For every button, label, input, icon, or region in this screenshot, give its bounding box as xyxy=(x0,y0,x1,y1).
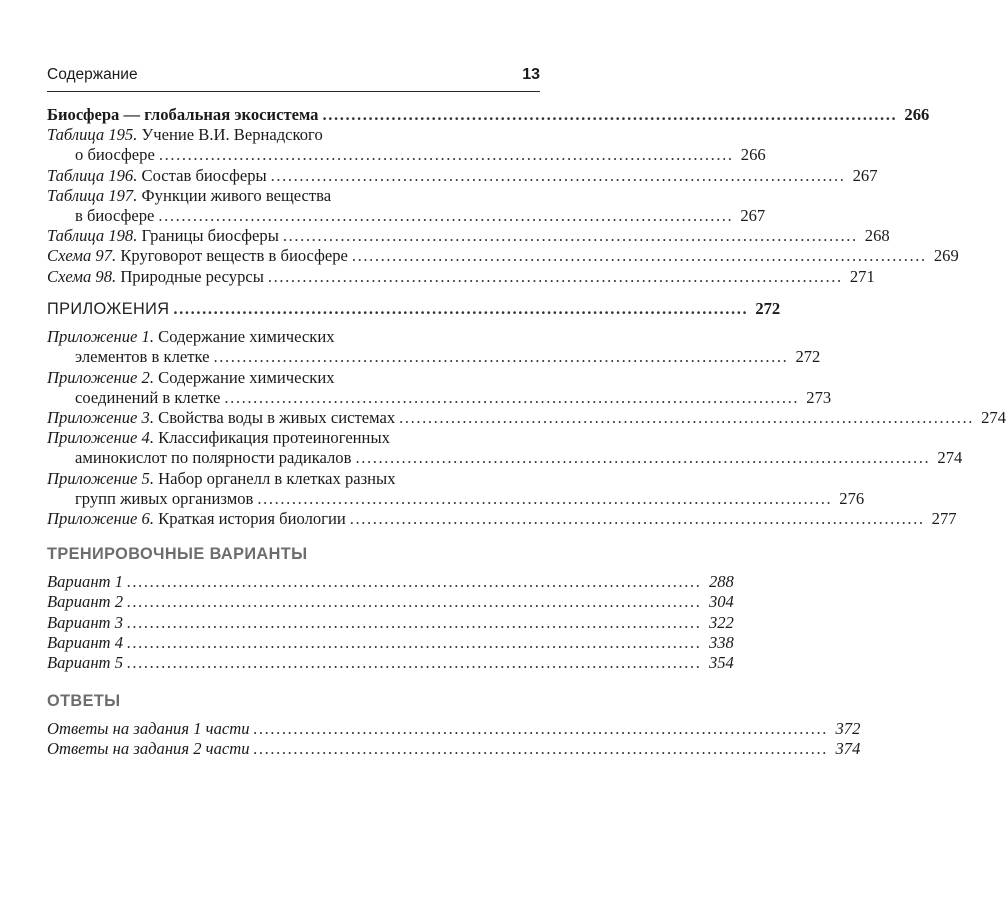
entry-label: Таблица 196. xyxy=(47,165,138,185)
toc-entry[interactable] xyxy=(47,327,540,347)
leader-dots: .................................................................................................... xyxy=(127,632,702,652)
page-ref: 266 xyxy=(740,145,766,165)
entry-text: Учение В.И. Вернадского xyxy=(141,125,323,145)
entry-text: Краткая история биологии xyxy=(158,508,346,528)
toc-entry-continued[interactable] xyxy=(47,145,766,165)
section-title: ПРИЛОЖЕНИЯ xyxy=(47,300,170,318)
toc-section-title[interactable] xyxy=(47,105,930,125)
leader-dots: .................................................................................................... xyxy=(158,145,734,165)
running-head xyxy=(47,66,540,88)
entry-text: Природные ресурсы xyxy=(120,266,264,286)
leader-dots: .................................................................................................... xyxy=(224,387,800,407)
entry-label: Таблица 197. xyxy=(47,185,138,205)
entry-text-line2: групп живых организмов xyxy=(75,488,254,508)
toc-entry-continued[interactable] xyxy=(47,448,963,468)
toc-entry[interactable] xyxy=(47,165,878,186)
entry-text: Ответы на задания 1 части xyxy=(47,719,250,739)
leader-dots: .................................................................................................... xyxy=(127,612,702,632)
entry-text: Вариант 5 xyxy=(47,652,123,672)
page-ref: 268 xyxy=(864,226,890,246)
entry-label: Таблица 198. xyxy=(47,226,138,246)
toc-entry[interactable] xyxy=(47,612,734,633)
toc-entry[interactable] xyxy=(47,407,1006,428)
entry-text: Ответы на задания 2 части xyxy=(47,739,250,759)
leader-dots: .................................................................................................... xyxy=(127,592,702,612)
leader-dots: .................................................................................................... xyxy=(158,205,734,225)
page-ref: 273 xyxy=(806,387,832,407)
toc-entry[interactable] xyxy=(47,652,734,673)
entry-text-line2: соединений в клетке xyxy=(75,387,221,407)
leader-dots: .................................................................................................... xyxy=(355,448,931,468)
entry-text: Содержание химических xyxy=(158,367,335,387)
leader-dots: .................................................................................................... xyxy=(267,266,843,286)
entry-text-line2: о биосфере xyxy=(75,145,155,165)
header-rule xyxy=(47,91,540,92)
toc-section-appendix xyxy=(47,299,1006,529)
toc-section-title[interactable] xyxy=(47,544,540,564)
page-number: 13 xyxy=(522,66,540,83)
page-ref: 266 xyxy=(904,105,930,124)
entry-text: Вариант 4 xyxy=(47,632,123,652)
toc-entry[interactable] xyxy=(47,428,540,448)
toc-entry[interactable] xyxy=(47,368,540,388)
page-ref: 354 xyxy=(708,652,734,672)
entry-label: Приложение 5. xyxy=(47,468,154,488)
entry-text: Функции живого вещества xyxy=(141,185,332,205)
leader-dots: .................................................................................................... xyxy=(213,347,789,367)
page-ref: 274 xyxy=(981,407,1006,427)
page-ref: 271 xyxy=(849,266,875,286)
entry-label: Приложение 4. xyxy=(47,428,154,448)
entry-text-line2: в биосфере xyxy=(75,205,155,225)
leader-dots: .................................................................................................... xyxy=(257,488,833,508)
leader-dots: .................................................................................................... xyxy=(173,299,749,318)
section-title: Биосфера — глобальная экосистема xyxy=(47,105,319,124)
page-ref: 274 xyxy=(937,448,963,468)
toc-entry-continued[interactable] xyxy=(47,205,766,226)
entry-text: Содержание химических xyxy=(158,327,335,347)
page-ref: 304 xyxy=(708,592,734,612)
section-title: ОТВЕТЫ xyxy=(47,692,121,710)
entry-text: Границы биосферы xyxy=(141,226,279,246)
toc-entry-continued[interactable] xyxy=(47,387,832,408)
entry-text: Вариант 3 xyxy=(47,612,123,632)
toc-section-answers xyxy=(47,691,861,760)
entry-label: Схема 97. xyxy=(47,246,117,266)
leader-dots: .................................................................................................... xyxy=(351,246,927,266)
entry-text-line2: аминокислот по полярности радикалов xyxy=(75,448,352,468)
page-ref: 272 xyxy=(795,347,821,367)
page-ref: 374 xyxy=(835,739,861,759)
leader-dots: .................................................................................................... xyxy=(349,508,925,528)
leader-dots: .................................................................................................... xyxy=(399,407,974,427)
leader-dots: .................................................................................................... xyxy=(253,719,829,739)
entry-text: Свойства воды в живых системах xyxy=(158,407,396,427)
page-ref: 372 xyxy=(835,719,861,739)
toc-section-title[interactable] xyxy=(47,299,781,319)
toc-entry[interactable] xyxy=(47,719,861,739)
toc-section-biosphere xyxy=(47,105,959,287)
page-ref: 267 xyxy=(852,165,878,185)
page-ref: 272 xyxy=(755,299,781,318)
toc-entry[interactable] xyxy=(47,226,890,246)
leader-dots: .................................................................................................... xyxy=(127,572,702,592)
entry-text: Классификация протеиногенных xyxy=(158,428,390,448)
entry-label: Приложение 2. xyxy=(47,367,154,387)
leader-dots: .................................................................................................... xyxy=(253,739,829,759)
entry-label: Приложение 1. xyxy=(47,327,154,347)
entry-label: Схема 98. xyxy=(47,266,117,286)
leader-dots: .................................................................................................... xyxy=(270,165,846,185)
page-ref: 322 xyxy=(708,612,734,632)
toc-entry[interactable] xyxy=(47,266,875,287)
toc-entry-continued[interactable] xyxy=(47,488,865,509)
entry-label: Приложение 3. xyxy=(47,407,154,427)
toc-entry[interactable] xyxy=(47,592,734,612)
page-ref: 276 xyxy=(839,488,865,508)
toc-entry[interactable] xyxy=(47,125,540,145)
entry-label: Приложение 6. xyxy=(47,508,154,528)
leader-dots: .................................................................................................... xyxy=(127,652,702,672)
entry-label: Таблица 195. xyxy=(47,125,138,145)
toc-entry[interactable] xyxy=(47,572,734,592)
leader-dots: .................................................................................................... xyxy=(322,105,898,124)
entry-text: Набор органелл в клетках разных xyxy=(158,468,396,488)
section-title: ТРЕНИРОВОЧНЫЕ ВАРИАНТЫ xyxy=(47,545,308,563)
toc-section-title[interactable] xyxy=(47,691,540,711)
toc-entry[interactable] xyxy=(47,186,540,206)
entry-text: Вариант 1 xyxy=(47,572,123,592)
toc-entry[interactable] xyxy=(47,632,734,653)
toc-entry[interactable] xyxy=(47,246,959,266)
page-ref: 277 xyxy=(931,508,957,528)
leader-dots: .................................................................................................... xyxy=(282,226,858,246)
page-ref: 288 xyxy=(708,572,734,592)
toc-entry[interactable] xyxy=(47,469,540,489)
page-ref: 269 xyxy=(933,246,959,266)
entry-text: Состав биосферы xyxy=(141,165,267,185)
page-ref: 338 xyxy=(708,632,734,652)
running-head-title: Содержание xyxy=(47,66,138,83)
entry-text: Вариант 2 xyxy=(47,592,123,612)
page-ref: 267 xyxy=(740,205,766,225)
entry-text: Круговорот веществ в биосфере xyxy=(120,246,348,266)
toc-entry[interactable] xyxy=(47,739,861,759)
toc-entry-continued[interactable] xyxy=(47,347,821,367)
toc-entry[interactable] xyxy=(47,508,957,529)
entry-text-line2: элементов в клетке xyxy=(75,347,210,367)
toc-section-variants xyxy=(47,544,734,673)
